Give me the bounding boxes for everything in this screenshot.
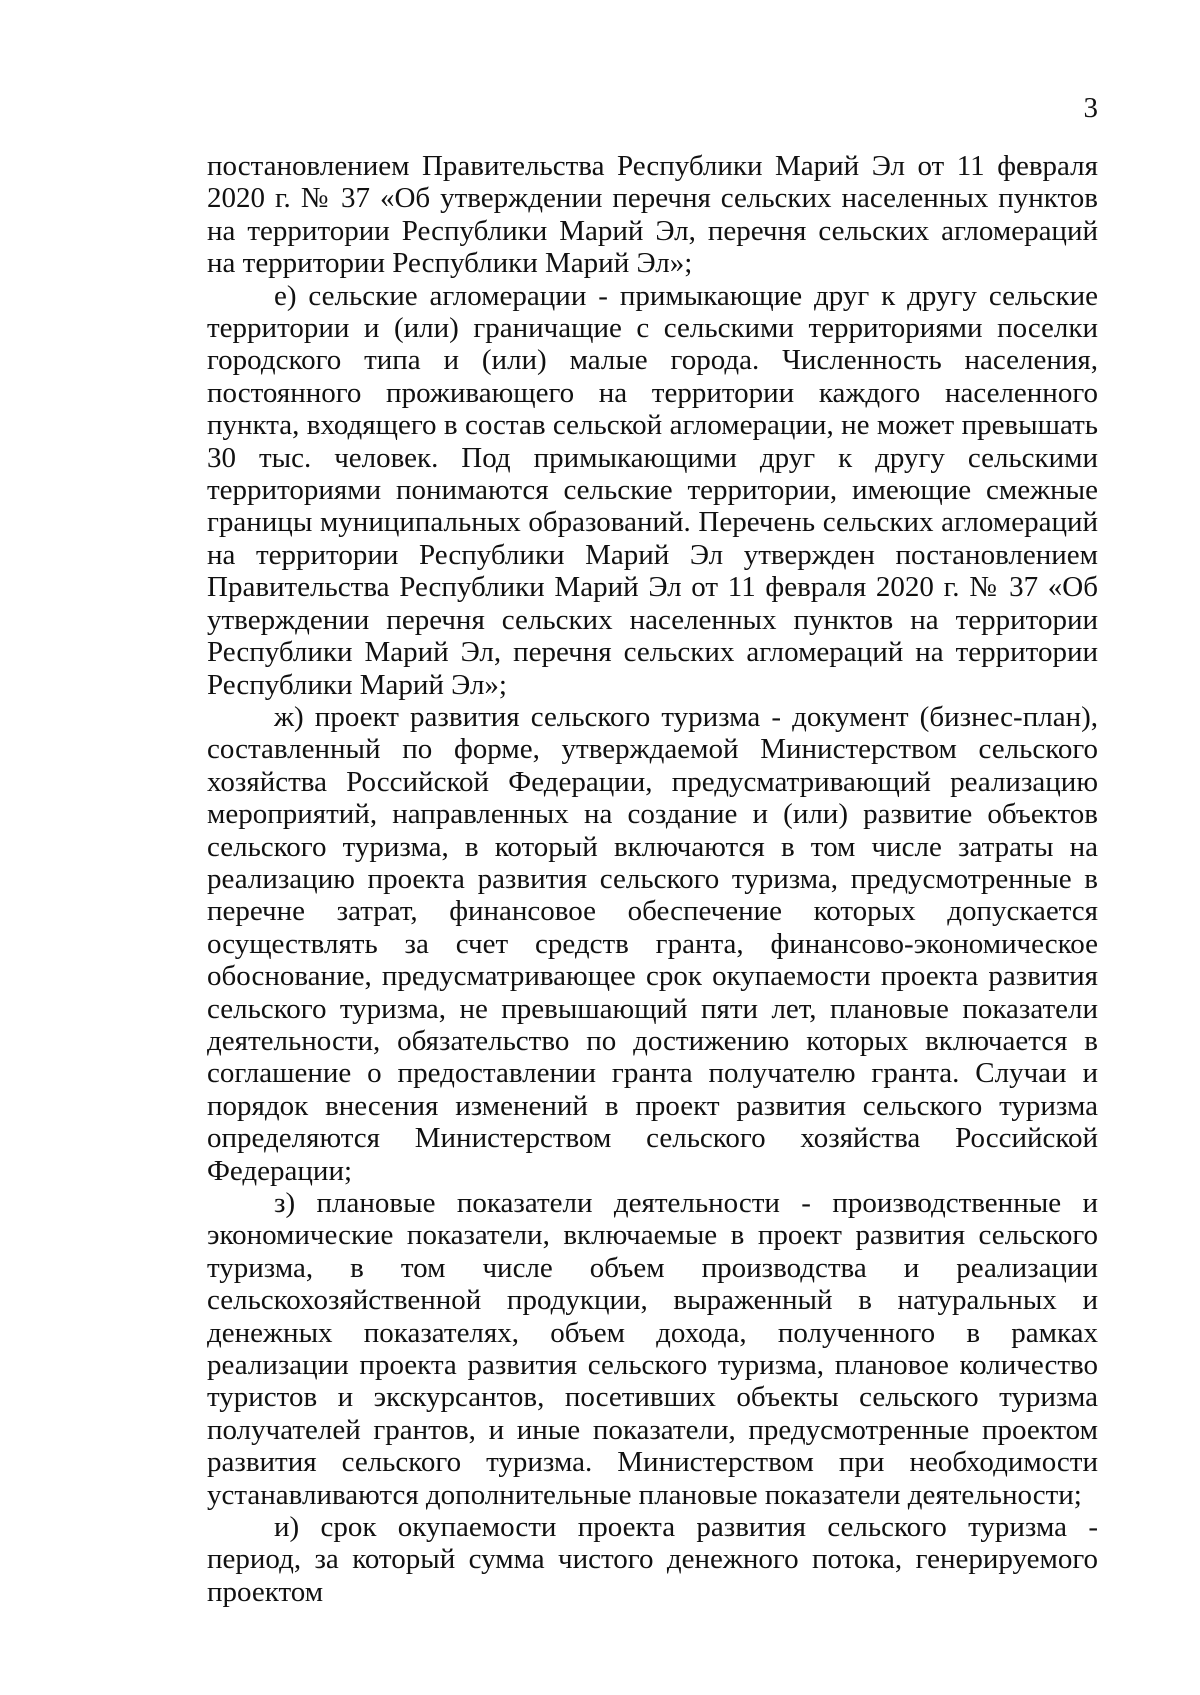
paragraph-item-e: е) сельские агломерации - примыкающие друг к другу сельские территории и (или) граничащие с сельскими территориями поселки городского типа и (или) малые города. Численность населения, постоянного проживающего на территории каждого населенного пункта, входящего в состав сельской агломерации, не может превышать 30 тыс. человек. Под примыкающими друг к другу сельскими территориями понимаются сельские территории, имеющие смежные границы муниципальных образований. Перечень сельских агломераций на территории Республики Марий Эл утвержден постановлением Правительства Республики Марий Эл от 11 февраля 2020 г. № 37 «Об утверждении перечня сельских населенных пунктов на территории Республики Марий Эл, перечня сельских агломераций на территории Республики Марий Эл»; [207, 279, 1098, 701]
paragraph-item-zh: ж) проект развития сельского туризма - документ (бизнес-план), составленный по форме, утверждаемой Министерством сельского хозяйства Российской Федерации, предусматривающий реализацию мероприятий, направленных на создание и (или) развитие объектов сельского туризма, в который включаются в том числе затраты на реализацию проекта развития сельского туризма, предусмотренные в перечне затрат, финансовое обеспечение которых допускается осуществлять за счет средств гранта, финансово-экономическое обоснование, предусматривающее срок окупаемости проекта развития сельского туризма, не превышающий пяти лет, плановые показатели деятельности, обязательство по достижению которых включается в соглашение о предоставлении гранта получателю гранта. Случаи и порядок внесения изменений в проект развития сельского туризма определяются Министерством сельского хозяйства Российской Федерации; [207, 700, 1098, 1187]
paragraph-continuation: постановлением Правительства Республики Марий Эл от 11 февраля 2020 г. № 37 «Об утверждении перечня сельских населенных пунктов на территории Республики Марий Эл, перечня сельских агломераций на территории Республики Марий Эл»; [207, 150, 1098, 280]
paragraph-item-i: и) срок окупаемости проекта развития сельского туризма - период, за который сумма чистого денежного потока, генерируемого проектом [207, 1511, 1098, 1608]
document-body [207, 150, 1098, 1608]
page-number: 3 [1083, 92, 1098, 124]
paragraph-item-z: з) плановые показатели деятельности - производственные и экономические показатели, включаемые в проект развития сельского туризма, в том числе объем производства и реализации сельскохозяйственной продукции, выраженный в натуральных и денежных показателях, объем дохода, полученного в рамках реализации проекта развития сельского туризма, плановое количество туристов и экскурсантов, посетивших объекты сельского туризма получателей грантов, и иные показатели, предусмотренные проектом развития сельского туризма. Министерством при необходимости устанавливаются дополнительные плановые показатели деятельности; [207, 1187, 1098, 1511]
